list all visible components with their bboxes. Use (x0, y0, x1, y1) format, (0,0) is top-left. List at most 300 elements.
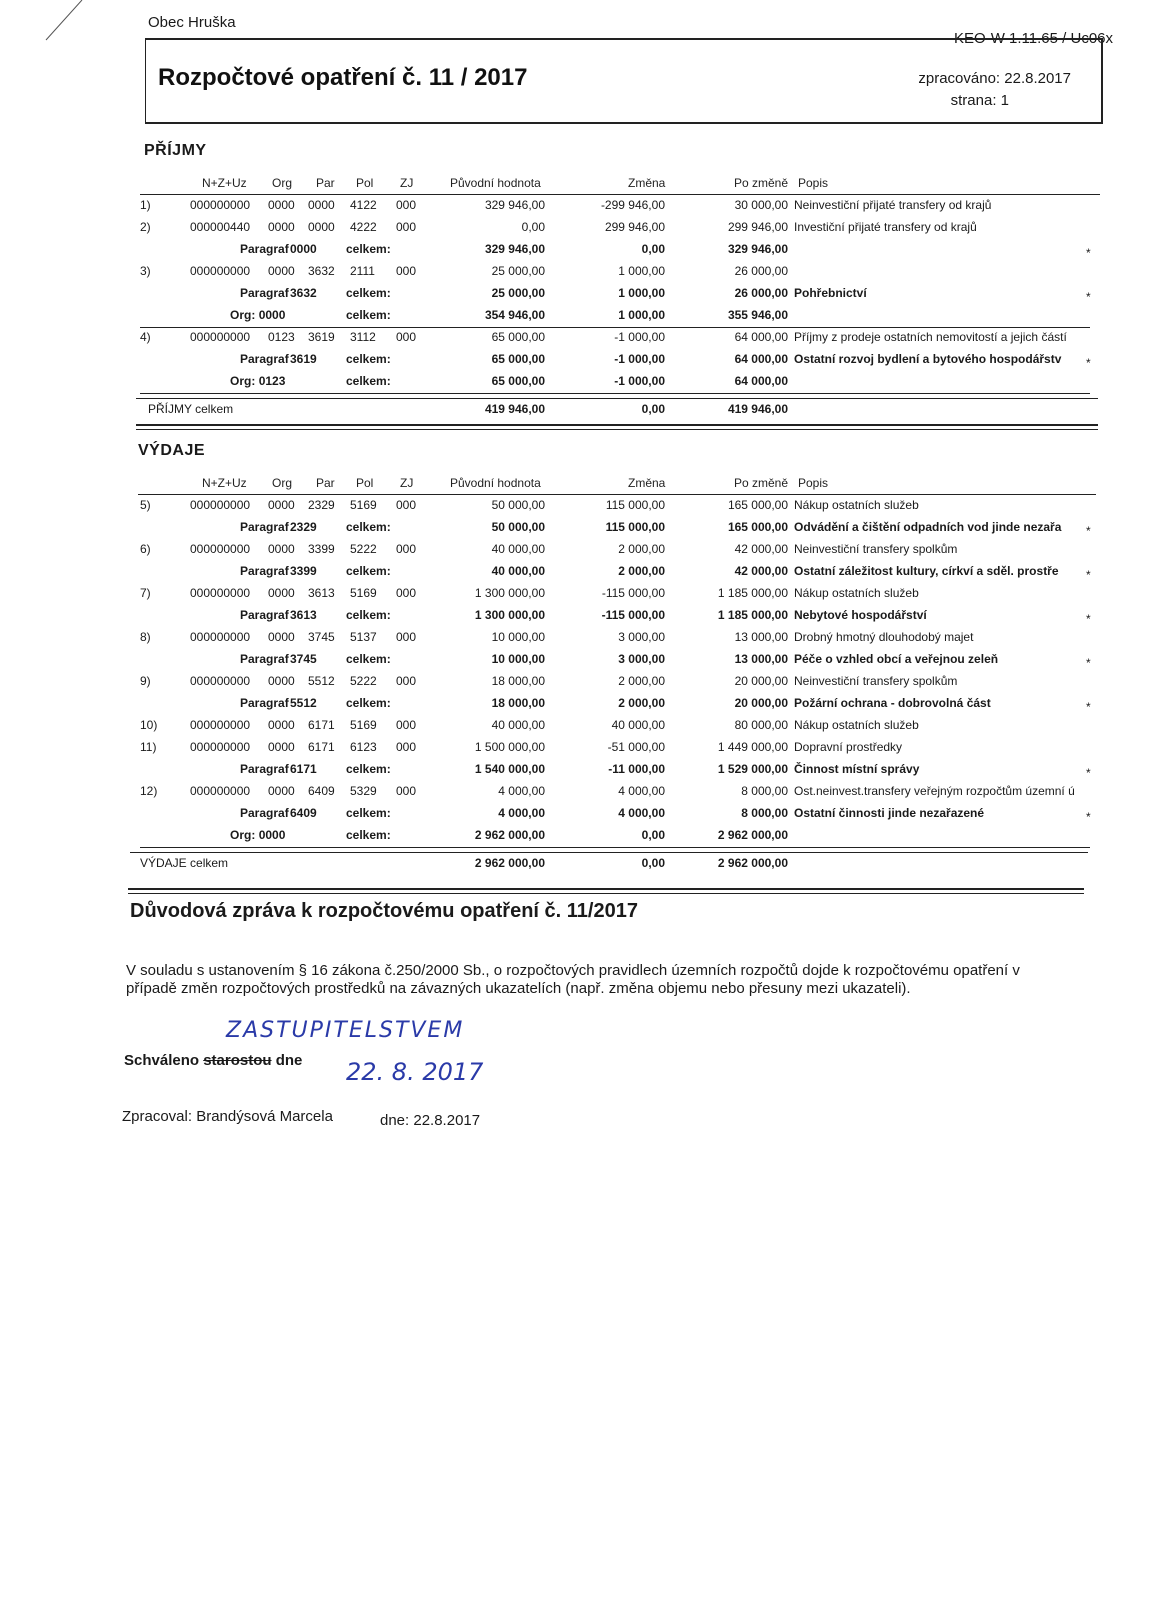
celkem-label: celkem: (346, 374, 391, 388)
cell-pol: 5222 (350, 674, 377, 688)
cell-description: Ostatní záležitost kultury, církví a sděl. prostře (794, 564, 1059, 578)
cell-zj: 000 (396, 264, 417, 278)
cell-org: 0000 (268, 740, 295, 754)
cell-change: 4 000,00 (618, 806, 665, 820)
organization-name: Obec Hruška (148, 14, 236, 31)
cell-change: -1 000,00 (614, 374, 665, 388)
cell-zj: 000 (396, 784, 417, 798)
paragraf-subtotal-row (0, 286, 1163, 308)
row-number: 12) (140, 784, 158, 798)
cell-original-value: 50 000,00 (491, 520, 545, 534)
cell-par: 6171 (308, 718, 335, 732)
cell-original-value: 65 000,00 (491, 330, 545, 344)
document-code: KEO-W 1.11.65 / Uc06x (954, 30, 1113, 47)
cell-change: 1 000,00 (618, 308, 665, 322)
cell-after-change: 64 000,00 (734, 352, 788, 366)
org-separator-line (140, 327, 1090, 328)
col-par-header: Par (316, 176, 335, 190)
celkem-label: celkem: (346, 242, 391, 256)
cell-after-change: 80 000,00 (734, 718, 788, 732)
cell-description: Nákup ostatních služeb (794, 718, 919, 732)
total-after: 2 962 000,00 (717, 856, 788, 870)
cell-change: 40 000,00 (611, 718, 665, 732)
cell-original-value: 1 300 000,00 (474, 586, 545, 600)
cell-original-value: 25 000,00 (491, 286, 545, 300)
cell-par: 6171 (308, 740, 335, 754)
col-zj-header: ZJ (400, 176, 414, 190)
paragraf-code: 3632 (290, 286, 317, 300)
cell-change: -115 000,00 (601, 608, 665, 622)
cell-original-value: 18 000,00 (491, 674, 545, 688)
celkem-label: celkem: (346, 352, 391, 366)
row-number: 1) (140, 198, 151, 212)
cell-description: Odvádění a čištění odpadních vod jinde nezařa (794, 520, 1062, 534)
cell-after-change: 8 000,00 (741, 784, 788, 798)
cell-change: 2 000,00 (618, 674, 665, 688)
paragraf-code: 3613 (290, 608, 317, 622)
cell-after-change: 13 000,00 (734, 630, 788, 644)
paragraf-subtotal-row (0, 652, 1163, 674)
col-pol-header: Pol (356, 176, 374, 190)
cell-description: Neinvestiční transfery spolkům (794, 542, 958, 556)
col-org-header: Org (272, 476, 293, 490)
paragraf-label: Paragraf (240, 352, 289, 366)
cell-org: 0000 (268, 630, 295, 644)
org-code: 0000 (258, 828, 286, 842)
cell-par: 2329 (308, 498, 335, 512)
cell-org: 0000 (268, 718, 295, 732)
cell-after-change: 1 185 000,00 (717, 586, 788, 600)
cell-zj: 000 (396, 630, 417, 644)
cell-after-change: 1 529 000,00 (717, 762, 788, 776)
cell-original-value: 354 946,00 (484, 308, 545, 322)
cell-after-change: 165 000,00 (727, 520, 788, 534)
cell-par: 3619 (308, 330, 335, 344)
total-change: 0,00 (641, 856, 665, 870)
cell-nzuz: 000000000 (190, 674, 251, 688)
cell-after-change: 1 185 000,00 (717, 608, 788, 622)
paragraf-label: Paragraf (240, 242, 289, 256)
cell-zj: 000 (396, 740, 417, 754)
cell-nzuz: 000000000 (190, 542, 251, 556)
cell-change: -299 946,00 (600, 198, 665, 212)
cell-description: Neinvestiční přijaté transfery od krajů (794, 198, 992, 212)
row-number: 8) (140, 630, 151, 644)
col-after-header: Po změně (734, 476, 789, 490)
cell-after-change: 329 946,00 (727, 242, 788, 256)
col-desc-header: Popis (798, 176, 829, 190)
celkem-label: celkem: (346, 608, 391, 622)
cell-change: 299 946,00 (604, 220, 665, 234)
paragraf-code: 2329 (290, 520, 317, 534)
cell-par: 6409 (308, 784, 335, 798)
celkem-label: celkem: (346, 652, 391, 666)
cell-description: Požární ochrana - dobrovolná část (794, 696, 991, 710)
cell-nzuz: 000000440 (190, 220, 251, 234)
cell-zj: 000 (396, 674, 417, 688)
cell-description: Drobný hmotný dlouhodobý majet (794, 630, 974, 644)
cell-original-value: 2 962 000,00 (474, 828, 545, 842)
paragraf-label: Paragraf (240, 806, 289, 820)
cell-zj: 000 (396, 542, 417, 556)
celkem-label: celkem: (346, 806, 391, 820)
cell-pol: 5169 (350, 586, 377, 600)
row-number: 10) (140, 718, 158, 732)
total-change: 0,00 (641, 402, 665, 416)
cell-original-value: 65 000,00 (491, 352, 545, 366)
col-after-header: Po změně (734, 176, 789, 190)
paragraf-code: 3745 (290, 652, 317, 666)
table-row (0, 198, 1163, 220)
row-number: 3) (140, 264, 151, 278)
paragraf-label: Paragraf (240, 762, 289, 776)
paragraf-subtotal-row (0, 806, 1163, 828)
cell-original-value: 1 300 000,00 (474, 608, 545, 622)
cell-description: Ostatní rozvoj bydlení a bytového hospodářstv (794, 352, 1062, 366)
cell-org: 0123 (268, 330, 295, 344)
cell-original-value: 65 000,00 (491, 374, 545, 388)
cell-after-change: 42 000,00 (734, 564, 788, 578)
cell-description: Investiční přijaté transfery od krajů (794, 220, 977, 234)
header-underline (140, 194, 1100, 195)
cell-after-change: 165 000,00 (727, 498, 788, 512)
cell-pol: 4122 (350, 198, 377, 212)
cell-change: 2 000,00 (618, 696, 665, 710)
paragraf-label: Paragraf (240, 608, 289, 622)
report-separator (128, 888, 1084, 890)
paragraf-code: 6171 (290, 762, 317, 776)
cell-nzuz: 000000000 (190, 740, 251, 754)
title-box (145, 38, 1103, 124)
row-number: 9) (140, 674, 151, 688)
cell-change: -1 000,00 (614, 352, 665, 366)
table-row (0, 718, 1163, 740)
cell-description: Ostatní činnosti jinde nezařazené (794, 806, 985, 820)
cell-par: 0000 (308, 220, 335, 234)
celkem-label: celkem: (346, 828, 391, 842)
table-row (0, 586, 1163, 608)
cell-change: 4 000,00 (618, 784, 665, 798)
cell-after-change: 30 000,00 (734, 198, 788, 212)
cell-after-change: 26 000,00 (734, 264, 788, 278)
cell-change: 2 000,00 (618, 564, 665, 578)
cell-par: 3613 (308, 586, 335, 600)
paragraf-subtotal-row (0, 608, 1163, 630)
org-label (230, 308, 285, 322)
asterisk-mark: * (1086, 524, 1091, 538)
cell-original-value: 0,00 (521, 220, 545, 234)
paragraf-label: Paragraf (240, 286, 289, 300)
celkem-label: celkem: (346, 762, 391, 776)
org-separator-line (140, 847, 1090, 848)
cell-par: 5512 (308, 674, 335, 688)
cell-original-value: 10 000,00 (491, 652, 545, 666)
section-title-vydaje: VÝDAJE (138, 442, 206, 459)
celkem-label: celkem: (346, 286, 391, 300)
section-title-prijmy: PŘÍJMY (144, 142, 207, 159)
cell-par: 3632 (308, 264, 335, 278)
cell-org: 0000 (268, 220, 295, 234)
celkem-label: celkem: (346, 696, 391, 710)
approved-prefix: Schváleno (124, 1052, 200, 1069)
org-label-text: Org: (230, 308, 256, 322)
cell-zj: 000 (396, 586, 417, 600)
celkem-label: celkem: (346, 308, 391, 322)
cell-zj: 000 (396, 198, 417, 212)
cell-description: Nákup ostatních služeb (794, 586, 919, 600)
celkem-label: celkem: (346, 564, 391, 578)
cell-nzuz: 000000000 (190, 330, 251, 344)
col-zj-header: ZJ (400, 476, 414, 490)
cell-org: 0000 (268, 264, 295, 278)
cell-zj: 000 (396, 498, 417, 512)
row-number: 4) (140, 330, 151, 344)
paragraf-label: Paragraf (240, 564, 289, 578)
cell-after-change: 20 000,00 (734, 696, 788, 710)
cell-original-value: 18 000,00 (491, 696, 545, 710)
cell-change: 0,00 (641, 828, 665, 842)
cell-par: 0000 (308, 198, 335, 212)
table-header-prijmy (0, 176, 1163, 196)
cell-zj: 000 (396, 220, 417, 234)
prepared-date: dne: 22.8.2017 (380, 1112, 481, 1129)
col-par-header: Par (316, 476, 335, 490)
col-orig-header: Původní hodnota (450, 176, 541, 190)
cell-org: 0000 (268, 542, 295, 556)
cell-org: 0000 (268, 498, 295, 512)
cell-nzuz: 000000000 (190, 784, 251, 798)
col-desc-header: Popis (798, 476, 829, 490)
cell-original-value: 4 000,00 (498, 806, 545, 820)
paragraf-subtotal-row (0, 242, 1163, 264)
table-row (0, 220, 1163, 242)
org-label (230, 374, 285, 388)
cell-description: Pohřebnictví (794, 286, 867, 300)
org-label-text: Org: (230, 828, 256, 842)
cell-after-change: 64 000,00 (734, 374, 788, 388)
cell-after-change: 64 000,00 (734, 330, 788, 344)
cell-org: 0000 (268, 674, 295, 688)
cell-change: -11 000,00 (608, 762, 665, 776)
asterisk-mark: * (1086, 568, 1091, 582)
total-row-vydaje (0, 856, 1163, 878)
table-header-vydaje (0, 476, 1163, 496)
handwritten-body: ZASTUPITELSTVEM (226, 1018, 465, 1043)
report-title: Důvodová zpráva k rozpočtovému opatření č. 11/2017 (130, 900, 638, 922)
paragraf-code: 3619 (290, 352, 317, 366)
cell-org: 0000 (268, 784, 295, 798)
table-row (0, 630, 1163, 652)
paragraf-code: 5512 (290, 696, 317, 710)
cell-change: -115 000,00 (601, 586, 665, 600)
cell-change: 0,00 (641, 242, 665, 256)
cell-change: -51 000,00 (607, 740, 665, 754)
total-bottomline (136, 424, 1098, 426)
row-number: 2) (140, 220, 151, 234)
cell-original-value: 1 540 000,00 (474, 762, 545, 776)
cell-change: -1 000,00 (614, 330, 665, 344)
cell-original-value: 1 500 000,00 (474, 740, 545, 754)
table-row (0, 740, 1163, 762)
total-row-prijmy (0, 402, 1163, 424)
asterisk-mark: * (1086, 766, 1091, 780)
cell-description: Ost.neinvest.transfery veřejným rozpočtům územní ú (794, 784, 1075, 798)
cell-nzuz: 000000000 (190, 498, 251, 512)
cell-org: 0000 (268, 198, 295, 212)
row-number: 11) (140, 740, 157, 754)
row-number: 6) (140, 542, 151, 556)
cell-pol: 5329 (350, 784, 377, 798)
cell-par: 3399 (308, 542, 335, 556)
approved-suffix: dne (275, 1052, 303, 1069)
paragraf-code: 3399 (290, 564, 317, 578)
cell-pol: 3112 (350, 330, 376, 344)
cell-after-change: 20 000,00 (734, 674, 788, 688)
approval-line (124, 1052, 302, 1069)
cell-nzuz: 000000000 (190, 264, 251, 278)
cell-description: Dopravní prostředky (794, 740, 903, 754)
cell-pol: 5169 (350, 718, 377, 732)
table-row (0, 330, 1163, 352)
handwritten-date: 22. 8. 2017 (346, 1058, 484, 1086)
cell-zj: 000 (396, 718, 417, 732)
page-number: strana: 1 (950, 92, 1009, 109)
table-row (0, 498, 1163, 520)
cell-nzuz: 000000000 (190, 630, 251, 644)
total-topline (130, 852, 1088, 853)
total-label: VÝDAJE celkem (140, 856, 229, 870)
cell-pol: 6123 (350, 740, 377, 754)
cell-original-value: 10 000,00 (491, 630, 545, 644)
paragraf-subtotal-row (0, 564, 1163, 586)
row-number: 7) (140, 586, 151, 600)
cell-nzuz: 000000000 (190, 718, 251, 732)
cell-par: 3745 (308, 630, 335, 644)
col-orig-header: Původní hodnota (450, 476, 541, 490)
org-separator-line (140, 393, 1090, 394)
cell-change: 115 000,00 (605, 498, 665, 512)
cell-pol: 5137 (350, 630, 377, 644)
cell-after-change: 42 000,00 (734, 542, 788, 556)
cell-after-change: 355 946,00 (727, 308, 788, 322)
col-nzuz-header: N+Z+Uz (202, 176, 247, 190)
cell-pol: 2111 (350, 264, 375, 278)
total-topline (136, 398, 1098, 399)
header-underline (138, 494, 1096, 495)
cell-change: 3 000,00 (618, 652, 665, 666)
cell-original-value: 50 000,00 (491, 498, 545, 512)
cell-original-value: 4 000,00 (498, 784, 545, 798)
total-original: 419 946,00 (484, 402, 545, 416)
cell-original-value: 40 000,00 (491, 564, 545, 578)
org-label-text: Org: (230, 374, 256, 388)
cell-after-change: 299 946,00 (727, 220, 788, 234)
cell-change: 1 000,00 (618, 264, 665, 278)
cell-change: 2 000,00 (618, 542, 665, 556)
org-code: 0123 (258, 374, 286, 388)
cell-after-change: 2 962 000,00 (717, 828, 788, 842)
paragraf-subtotal-row (0, 520, 1163, 542)
cell-after-change: 8 000,00 (741, 806, 788, 820)
approved-struck: starostou (203, 1052, 272, 1069)
paragraf-code: 0000 (290, 242, 317, 256)
asterisk-mark: * (1086, 356, 1091, 370)
cell-original-value: 40 000,00 (491, 718, 545, 732)
paragraf-subtotal-row (0, 696, 1163, 718)
cell-description: Nákup ostatních služeb (794, 498, 919, 512)
col-org-header: Org (272, 176, 293, 190)
processed-date: zpracováno: 22.8.2017 (918, 70, 1071, 87)
total-bottomline-2 (136, 429, 1098, 430)
cell-zj: 000 (396, 330, 417, 344)
cell-org: 0000 (268, 586, 295, 600)
asterisk-mark: * (1086, 810, 1091, 824)
report-text: V souladu s ustanovením § 16 zákona č.250/2000 Sb., o rozpočtových pravidlech územních rozpočtů dojde k rozpočtovému opatření v případě změn rozpočtových prostředků na závazných ukazatelích (např. změna objemu nebo přesuny mezi ukazateli). (126, 962, 1020, 997)
col-change-header: Změna (628, 176, 666, 190)
table-row (0, 542, 1163, 564)
total-label: PŘÍJMY celkem (148, 402, 234, 416)
org-code: 0000 (258, 308, 286, 322)
scan-corner-mark (44, 0, 84, 42)
cell-change: 115 000,00 (605, 520, 665, 534)
paragraf-label: Paragraf (240, 520, 289, 534)
cell-pol: 4222 (350, 220, 377, 234)
col-change-header: Změna (628, 476, 666, 490)
asterisk-mark: * (1086, 246, 1091, 260)
cell-original-value: 329 946,00 (484, 198, 545, 212)
asterisk-mark: * (1086, 700, 1091, 714)
report-separator-2 (128, 893, 1084, 894)
cell-after-change: 26 000,00 (734, 286, 788, 300)
org-label (230, 828, 285, 842)
prepared-by: Zpracoval: Brandýsová Marcela (122, 1108, 333, 1125)
cell-original-value: 40 000,00 (491, 542, 545, 556)
asterisk-mark: * (1086, 290, 1091, 304)
cell-description: Nebytové hospodářství (794, 608, 927, 622)
cell-description: Činnost místní správy (794, 762, 920, 776)
cell-description: Příjmy z prodeje ostatních nemovitostí a jejich částí (794, 330, 1067, 344)
table-row (0, 784, 1163, 806)
paragraf-subtotal-row (0, 762, 1163, 784)
cell-after-change: 1 449 000,00 (717, 740, 788, 754)
paragraf-label: Paragraf (240, 696, 289, 710)
celkem-label: celkem: (346, 520, 391, 534)
cell-after-change: 13 000,00 (734, 652, 788, 666)
cell-description: Péče o vzhled obcí a veřejnou zeleň (794, 652, 999, 666)
table-row (0, 674, 1163, 696)
cell-change: 1 000,00 (618, 286, 665, 300)
total-original: 2 962 000,00 (474, 856, 545, 870)
paragraf-subtotal-row (0, 352, 1163, 374)
document-title: Rozpočtové opatření č. 11 / 2017 (158, 64, 528, 91)
cell-pol: 5169 (350, 498, 377, 512)
asterisk-mark: * (1086, 612, 1091, 626)
cell-original-value: 25 000,00 (491, 264, 545, 278)
cell-nzuz: 000000000 (190, 586, 251, 600)
cell-change: 3 000,00 (618, 630, 665, 644)
cell-original-value: 329 946,00 (484, 242, 545, 256)
asterisk-mark: * (1086, 656, 1091, 670)
row-number: 5) (140, 498, 151, 512)
cell-nzuz: 000000000 (190, 198, 251, 212)
col-pol-header: Pol (356, 476, 374, 490)
paragraf-label: Paragraf (240, 652, 289, 666)
table-row (0, 264, 1163, 286)
col-nzuz-header: N+Z+Uz (202, 476, 247, 490)
cell-description: Neinvestiční transfery spolkům (794, 674, 958, 688)
cell-pol: 5222 (350, 542, 377, 556)
total-after: 419 946,00 (727, 402, 788, 416)
